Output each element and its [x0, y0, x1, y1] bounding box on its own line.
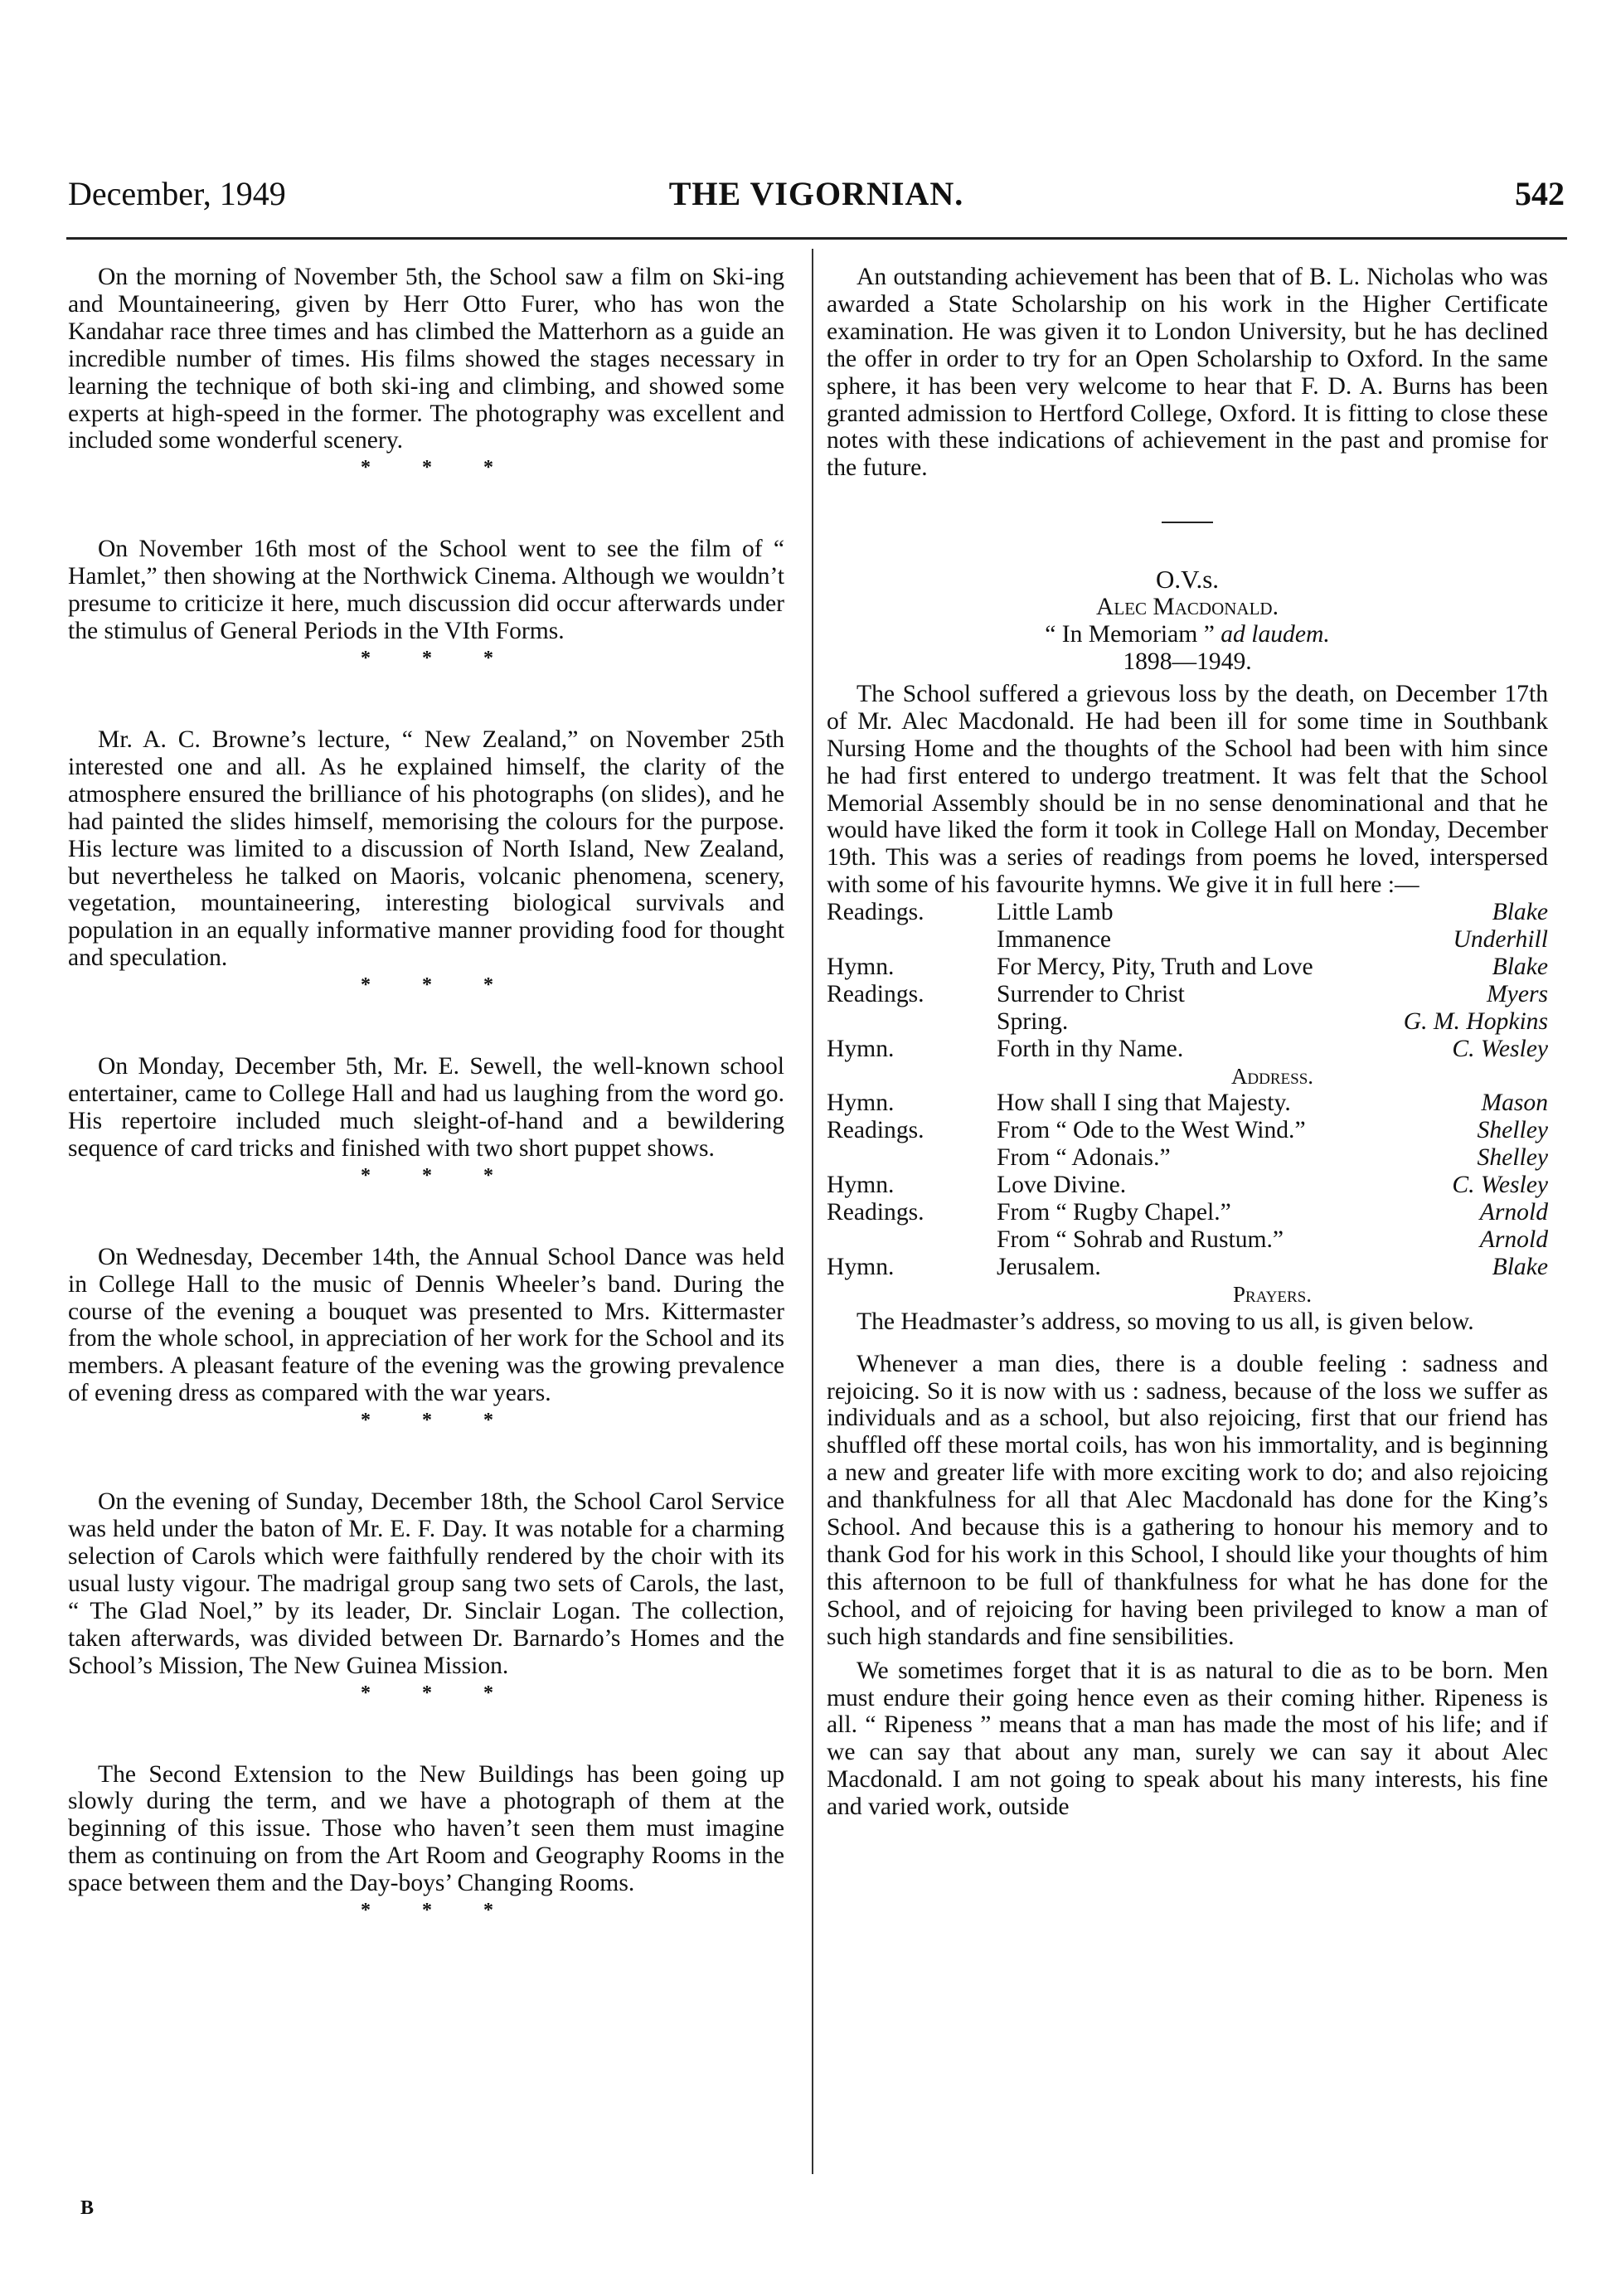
programme-item: Jerusalem. [997, 1253, 1101, 1280]
article-ski-film: On the morning of November 5th, the School saw a film on Ski-ing and Mountaineering, given by Herr Otto Furer, who has won the Kandahar race three times and has climbed the Matterhorn as a guide an incredible number of times. His films showed the stages necessary in learning the technique of both ski-ing and climbing, and showed some experts at high-speed in the former. The photography was excellent and included some wonderful scenery. [68, 264, 784, 454]
address-paragraph: Whenever a man dies, there is a double feeling : sadness and rejoicing. So it is now with us : sadness, because of the loss we suffer as individuals and as a school, but also rejoicing, first that our friend has shuffled off these mortal coils, has won his immortality, and is beginning a new and greater life with more exciting work to do; and also rejoicing and thankfulness for all that Alec Macdonald has done for the King’s School. And because this is a gathering to honour his memory and to thank God for his work in this School, I should like your thoughts of him this afternoon to be full of thankfulness for what he has done for the School, and of rejoicing for having been privileged to know a man of such high standards and fine sensibilities. [827, 1350, 1548, 1650]
section-separator: * * * [361, 1682, 517, 1704]
page-header [68, 174, 1565, 224]
section-title-ovs: O.V.s. [1155, 565, 1220, 595]
programme-author: Arnold [1479, 1226, 1548, 1253]
programme-type [827, 1226, 997, 1254]
programme-author: Shelley [1477, 1144, 1548, 1172]
article-new-zealand-lecture: Mr. A. C. Browne’s lecture, “ New Zealand,” on November 25th interested one and all. As he explained himself, the clarity of the atmosphere ensured the brilliance of his photographs (on slides), and he had painted the slides himself, memorising the colours for the purpose. His lecture was limited to a discussion of North Island, New Zealand, but nevertheless he talked on Maoris, volcanic phenomena, scenery, vegetation, mountaineering, interesting biological survivals and population in an equally informative manner providing food for thought and speculation. [68, 726, 784, 972]
obituary-name: Alec Macdonald. [1096, 594, 1279, 621]
programme-row [827, 1090, 1548, 1117]
issue-date: December, 1949 [68, 175, 286, 212]
programme-row [827, 981, 1548, 1008]
programme-author: C. Wesley [1452, 1172, 1548, 1199]
programme-row [827, 954, 1548, 981]
programme-type: Hymn. [827, 953, 895, 980]
column-divider [812, 249, 813, 2174]
obituary-years: 1898—1949. [1123, 648, 1252, 675]
section-separator: * * * [361, 457, 517, 479]
page-number: 542 [1515, 175, 1565, 212]
address-paragraph: We sometimes forget that it is as natural to die as to be born. Men must endure their going hence even as their coming hither. Ripeness is all. “ Ripeness ” means that a man has made the most of his life; and if we can say that about any man, surely we can say it about Alec Macdonald. I am not going to speak about his many interests, his fine and varied work, outside [827, 1657, 1548, 1821]
programme-author: Blake [1492, 1253, 1548, 1280]
programme-type: Hymn. [827, 1090, 895, 1117]
programme-type: Readings. [827, 980, 924, 1007]
programme-item: From “ Adonais.” [997, 1144, 1171, 1172]
article-carol-service: On the evening of Sunday, December 18th, the School Carol Service was held under the baton of Mr. E. F. Day. It was notable for a charming selection of Carols which were faithfully rendered by the choir with its usual lusty vigour. The madrigal group sang two sets of Carols, the last, “ The Glad Noel,” by its leader, Dr. Sinclair Logan. The collection, taken afterwards, was divided between Dr. Barnardo’s Homes and the School’s Mission, The New Guinea Mission. [68, 1488, 784, 1679]
memoriam-suffix: ad laudem. [1220, 621, 1330, 648]
programme-row [827, 1008, 1548, 1036]
article-hamlet: On November 16th most of the School went to see the film of “ Hamlet,” then showing at the Northwick Cinema. Although we wouldn’t presume to criticize it here, much discussion did occur afterwards under the stimulus of General Periods in the VIth Forms. [68, 536, 784, 645]
publication-title: THE VIGORNIAN. [668, 175, 964, 212]
programme-section-label: Prayers. [1233, 1281, 1312, 1307]
header-rule [66, 237, 1567, 240]
programme-author: Blake [1492, 953, 1548, 980]
obituary-subtitle [827, 621, 1548, 648]
section-separator: * * * [361, 1900, 517, 1922]
section-separator: * * * [361, 647, 517, 669]
article-new-buildings: The Second Extension to the New Buildings has been going up slowly during the term, and we have a photograph of them at the beginning of this issue. Those who haven’t seen them must imagine them as continuing on from the Art Room and Geography Rooms in the space between them and the Day-boys’ Changing Rooms. [68, 1760, 784, 1897]
programme-item: From “ Rugby Chapel.” [997, 1199, 1231, 1226]
programme-author: Myers [1487, 980, 1548, 1007]
article-scholarships: An outstanding achievement has been that of B. L. Nicholas who was awarded a State Scholarship on his work in the Higher Certificate examination. He was given it to London University, but he has declined the offer in order to try for an Open Scholarship to Oxford. In the same sphere, it has been very welcome to hear that F. D. A. Burns has been granted admission to Hertford College, Oxford. It is fitting to close these notes with these indications of achievement in the past and promise for the future. [827, 264, 1548, 482]
programme-author: Arnold [1479, 1199, 1548, 1226]
programme-type [827, 1144, 997, 1172]
programme-row [827, 1144, 1548, 1172]
programme-row [827, 1036, 1548, 1063]
programme-item: Little Lamb [997, 899, 1114, 926]
section-rule [1162, 522, 1213, 523]
programme-item: For Mercy, Pity, Truth and Love [997, 953, 1313, 980]
article-school-dance: On Wednesday, December 14th, the Annual School Dance was held in College Hall to the music of Dennis Wheeler’s band. During the course of the evening a bouquet was presented to Mrs. Kittermaster from the whole school, in appreciation of her work for the School and its members. A pleasant feature of the evening was the growing prevalence of evening dress as compared with the war years. [68, 1243, 784, 1407]
programme-row [827, 1063, 1548, 1090]
programme-type: Hymn. [827, 1253, 895, 1280]
memorial-programme [827, 899, 1548, 1308]
programme-author: G. M. Hopkins [1403, 1007, 1548, 1035]
programme-item: Surrender to Christ [997, 980, 1185, 1007]
programme-item: Spring. [997, 1007, 1069, 1035]
section-separator: * * * [361, 1164, 517, 1187]
programme-row [827, 1281, 1548, 1308]
programme-row [827, 899, 1548, 926]
programme-item: Forth in thy Name. [997, 1035, 1184, 1062]
article-entertainer: On Monday, December 5th, Mr. E. Sewell, the well-known school entertainer, came to College Hall and had us laughing from the word go. His repertoire included much sleight-of-hand and a bewildering sequence of card tricks and finished with two short puppet shows. [68, 1053, 784, 1162]
programme-author: C. Wesley [1452, 1035, 1548, 1062]
programme-type: Readings. [827, 1199, 924, 1226]
programme-type: Readings. [827, 1117, 924, 1144]
programme-row [827, 926, 1548, 954]
programme-row [827, 1199, 1548, 1226]
programme-item: Love Divine. [997, 1172, 1127, 1199]
section-separator: * * * [361, 1410, 517, 1432]
programme-author: Mason [1481, 1090, 1548, 1117]
programme-type: Readings. [827, 899, 924, 926]
memoriam-prefix: “ In Memoriam ” [1045, 621, 1215, 648]
programme-row [827, 1254, 1548, 1281]
programme-type: Hymn. [827, 1035, 895, 1062]
programme-author: Blake [1492, 899, 1548, 926]
programme-row [827, 1117, 1548, 1144]
programme-item: Immanence [997, 926, 1112, 954]
programme-type [827, 1008, 997, 1036]
programme-item: How shall I sing that Majesty. [997, 1090, 1291, 1117]
programme-item: From “ Ode to the West Wind.” [997, 1117, 1306, 1144]
section-separator: * * * [361, 974, 517, 997]
programme-type: Hymn. [827, 1172, 895, 1199]
right-column [827, 264, 1548, 1821]
programme-row [827, 1172, 1548, 1199]
programme-type [827, 926, 997, 954]
programme-item: From “ Sohrab and Rustum.” [997, 1226, 1284, 1253]
headmaster-intro: The Headmaster’s address, so moving to us all, is given below. [857, 1308, 1474, 1335]
programme-author: Shelley [1477, 1117, 1548, 1144]
left-column [68, 264, 784, 1924]
programme-author: Underhill [1453, 926, 1548, 954]
programme-row [827, 1226, 1548, 1254]
memorial-paragraph: The School suffered a grievous loss by the death, on December 17th of Mr. Alec Macdonald. He had been ill for some time in Southbank Nursing Home and the thoughts of the School had been with him since he had first entered to undergo treatment. It was felt that the School Memorial Assembly should be in no sense denominational and that he would have liked the form it took in College Hall on Monday, December 19th. This was a series of readings from poems he loved, interspersed with some of his favourite hymns. We give it in full here :— [827, 680, 1548, 899]
signature-mark: B [80, 2197, 95, 2219]
programme-section-label: Address. [1230, 1063, 1314, 1089]
